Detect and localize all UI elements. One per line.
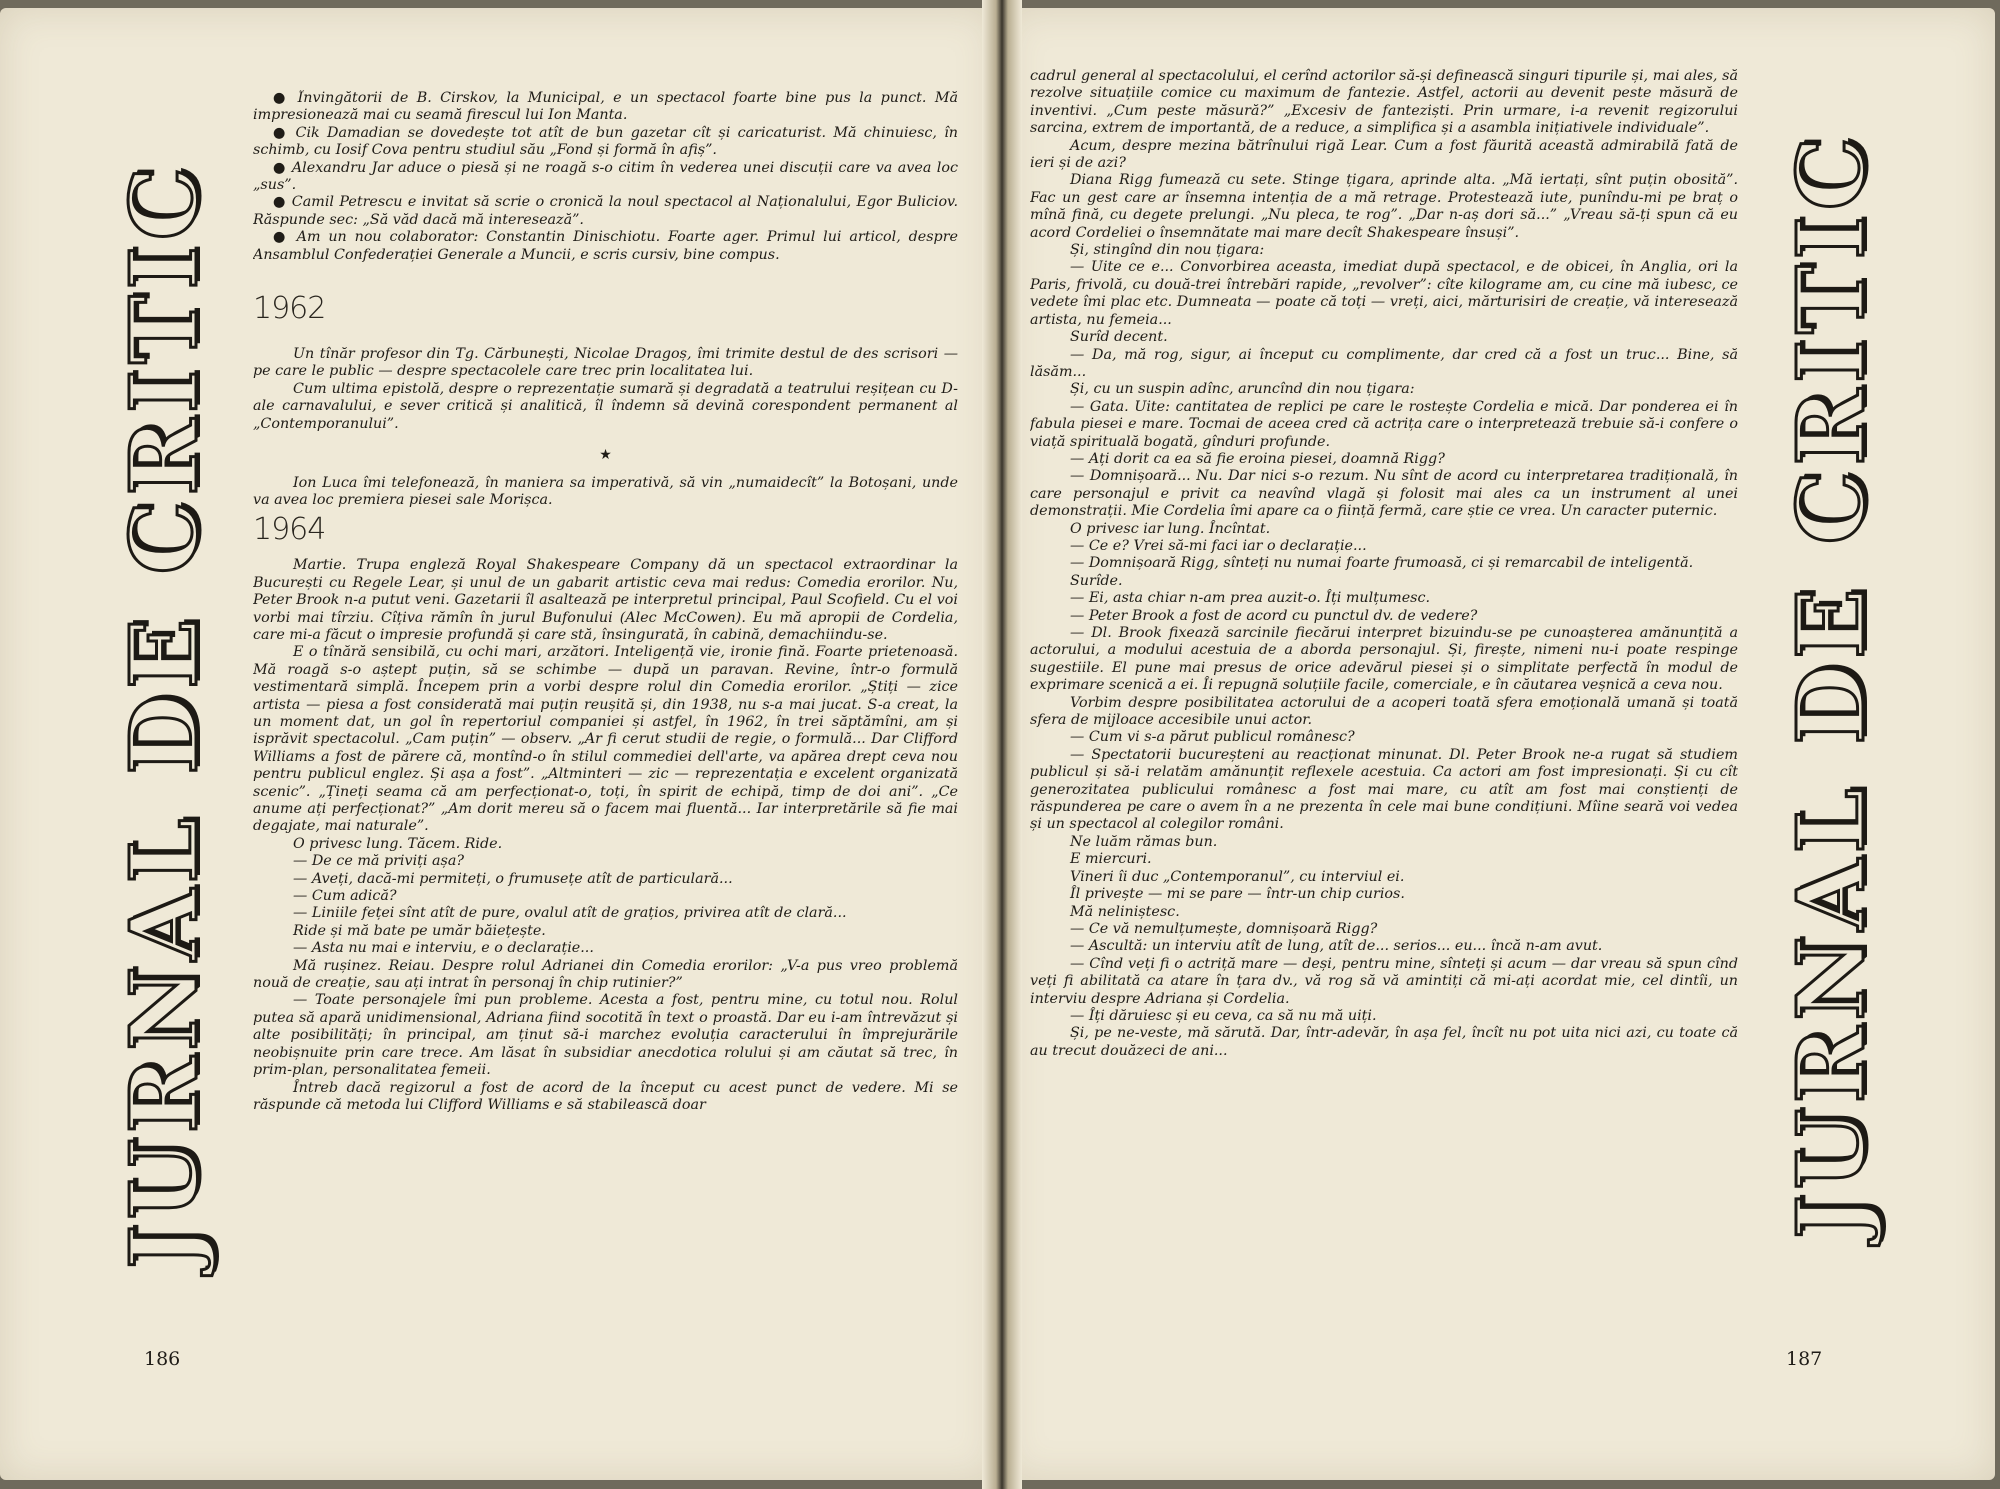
paragraph: Diana Rigg fumează cu sete. Stinge țigara, aprinde alta. „Mă iertați, sînt puțin obosită”. Fac un gest care ar însemna intenția de a mă retrage. Protestează iute, punîndu-mi pe braț o mînă fină, cu degete prelungi. „Nu pleca, te rog”. „Dar n-aș dori să...” „Vreau să-ți spun că eu acord Cordeliei o însemnătate mai mare decît Shakespeare însuși”. bbox=[1030, 172, 1738, 241]
paragraph: — Ei, asta chiar n-am prea auzit-o. Îți mulțumesc. bbox=[1070, 590, 1431, 607]
paragraph: — Da, mă rog, sigur, ai început cu complimente, dar cred că a fost un truc... Bine, să lăsăm... bbox=[1030, 346, 1738, 380]
paragraph: Mă rușinez. Reiau. Despre rolul Adrianei din Comedia erorilor: „V-a pus vreo problemă nouă de creație, sau ați intrat în personaj în chip rutinier?” bbox=[253, 957, 958, 992]
bullet-note: ● Am un nou colaborator: Constantin Dinischiotu. Foarte ager. Primul lui articol, despre Ansamblul Confederației Generale a Muncii, e scris cursiv, bine compus. bbox=[253, 229, 958, 263]
paragraph: — Domnișoară Rigg, sînteți nu numai foarte frumoasă, ci și remarcabil de inteligentă. bbox=[1070, 555, 1694, 572]
year-heading: 1962 bbox=[253, 291, 326, 327]
paragraph: — Ce e? Vrei să-mi faci iar o declarație... bbox=[1070, 537, 1367, 554]
paragraph: Și, pe ne-veste, mă sărută. Dar, într-adevăr, în așa fel, încît nu pot uita nici azi, cu toate că au trecut douăzeci de ani... bbox=[1030, 1025, 1738, 1059]
paragraph: Martie. Trupa engleză Royal Shakespeare Company dă un spectacol extraordinar la București cu Regele Lear, și unul de un gabarit artistic ceva mai redus: Comedia erorilor. Nu, Peter Brook n-a putut veni. Gazetarii îl asaltează pe interpretul principal, Paul Scofield. Cu el voi vorbi mai tîrziu. Cîțiva rămîn în jurul Bufonului (Alec McCowen). Eu mă apropii de Cordelia, care mi-a făcut o impresie profundă și care stă, însingurată, în cabină, demachiindu-se. bbox=[253, 557, 958, 643]
paragraph: O privesc iar lung. Încîntat. bbox=[1070, 520, 1271, 537]
paragraph: — Îți dăruiesc și eu ceva, ca să nu mă uiți. bbox=[1070, 1007, 1377, 1024]
paragraph: — Spectatorii bucureșteni au reacționat minunat. Dl. Peter Brook ne-a rugat să studiem publicul și să-i relatăm amănunțit reflexele acestuia. Ca actori am fost impresionați. Și cu cît generozitatea publicului românesc a fost mai mare, cu atît am fost mai conștienți de răspunderea pe care o avem în a ne prezenta în cele mai bune condițiuni. Mîine seară voi vedea și un spectacol al colegilor români. bbox=[1030, 746, 1738, 833]
right-running-title bbox=[1777, 60, 1885, 1310]
paragraph: Mă neliniștesc. bbox=[1070, 903, 1180, 920]
paragraph: Și, cu un suspin adînc, aruncînd din nou țigara: bbox=[1070, 381, 1415, 398]
paragraph: — Ascultă: un interviu atît de lung, atît de... serios... eu... încă n-am avut. bbox=[1070, 938, 1603, 955]
paragraph: Îl privește — mi se pare — într-un chip curios. bbox=[1070, 886, 1405, 903]
paragraph: Surîd decent. bbox=[1070, 329, 1168, 346]
left-running-title bbox=[110, 90, 218, 1340]
paragraph: O privesc lung. Tăcem. Ride. bbox=[293, 835, 503, 852]
paragraph: Și, stingînd din nou țigara: bbox=[1070, 242, 1265, 259]
paragraph: cadrul general al spectacolului, el cerînd actorilor să-și definească singuri tipurile și, mai ales, să rezolve situațiile comice cu maximum de fantezie. Astfel, actorii au devenit peste măsură de inventivi. „Cum peste măsură?” „Excesiv de fanteziști. Prin urmare, i-a revenit regizorului sarcina, extrem de importantă, de a reduce, a simplifica și a asambla inițiativele individuale”. bbox=[1030, 68, 1738, 137]
paragraph: — Ați dorit ca ea să fie eroina piesei, doamnă Rigg? bbox=[1070, 450, 1445, 467]
page-number-right: 187 bbox=[1786, 1348, 1823, 1370]
book-gutter bbox=[982, 0, 1022, 1489]
paragraph: E miercuri. bbox=[1070, 851, 1152, 868]
bullet-note: ● Alexandru Jar aduce o piesă și ne roagă s-o citim în vederea unei discuții care va avea loc „sus”. bbox=[253, 159, 958, 194]
paragraph: — Cum adică? bbox=[293, 888, 397, 905]
paragraph: — Cînd veți fi o actriță mare — deși, pentru mine, sînteți și acum — dar vreau să spun cînd veți fi abilitată ca atare în țara dv., vă rog să vă amintiți că mi-ați acordat mie, cel dintîi, un interviu despre Adriana și Cordelia. bbox=[1030, 955, 1738, 1007]
paragraph: — Dl. Brook fixează sarcinile fiecărui interpret bizuindu-se pe cunoașterea amănunțită a actorului, a modului acestuia de a aborda personajul. Și, firește, nimeni nu-i poate respinge sugestiile. El pune mai presus de orice adevărul piesei și o simplitate perfectă în modul de exprimare scenică a ei. Îi repugnă soluțiile facile, comerciale, e în căutarea veșnică a ceva nou. bbox=[1030, 625, 1738, 694]
paragraph: — Cum vi s-a părut publicul românesc? bbox=[1070, 729, 1355, 746]
paragraph: Ion Luca îmi telefonează, în maniera sa imperativă, să vin „numaidecît” la Botoșani, unde va avea loc premiera piesei sale Morișca. bbox=[253, 474, 958, 508]
paragraph: — Gata. Uite: cantitatea de replici pe care le rostește Cordelia e mică. Dar ponderea ei în fabula piesei e mare. Tocmai de aceea cred că actrița care o interpretează trebuie să-i confere o viață spirituală bogată, gînduri profunde. bbox=[1030, 398, 1738, 450]
paragraph: — Asta nu mai e interviu, e o declarație... bbox=[293, 940, 594, 957]
paragraph: — Toate personajele îmi pun probleme. Acesta a fost, pentru mine, cu totul nou. Rolul putea să apară unidimensional, Adriana fiind socotită în text o proastă. Dar eu i-am întrevăzut și alte posibilități; în principal, am ținut să-i marchez evoluția caracterului în împrejurările neobișnuite prin care trece. Am lăsat în subsidiar anecdotica rolului și am căutat să trec, în prim-plan, personalitatea femeii. bbox=[253, 992, 958, 1079]
running-title-text: JURNAL DE CRITIC bbox=[110, 161, 218, 1269]
paragraph: — Uite ce e... Convorbirea aceasta, imediat după spectacol, e de obicei, în Anglia, ori la Paris, frivolă, cu două-trei întrebări rapide, „revolver”: cîte kilograme am, cu cine mă iubesc, ce vedete îmi plac etc. Dumneata — poate că toți — vreți, aici, mărturisiri de creație, vă interesează artista, nu femeia... bbox=[1030, 259, 1738, 328]
paragraph: Vineri îi duc „Contemporanul”, cu interviul ei. bbox=[1070, 868, 1405, 885]
paragraph: Ride și mă bate pe umăr băiețește. bbox=[293, 922, 546, 939]
paragraph: — Liniile feței sînt atît de pure, ovalul atît de grațios, privirea atît de clară... bbox=[293, 905, 847, 922]
paragraph: — Peter Brook a fost de acord cu punctul dv. de vedere? bbox=[1070, 607, 1478, 624]
right-text-column bbox=[1030, 68, 1738, 1358]
left-text-column bbox=[253, 90, 958, 1330]
paragraph: — Domnișoară... Nu. Dar nici s-o rezum. Nu sînt de acord cu interpretarea tradițională, în care personajul e privit ca neavînd vlagă și folosit mai ales ca un instrument al unei demonstrații. Mie Cordelia îmi apare ca o ființă fermă, care știe ce vrea. Un caracter puternic. bbox=[1030, 468, 1738, 520]
paragraph: — Ce vă nemulțumește, domnișoară Rigg? bbox=[1070, 920, 1378, 937]
year-heading: 1964 bbox=[253, 512, 326, 548]
paragraph: Acum, despre mezina bătrînului rigă Lear. Cum a fost făurită această admirabilă fată de ieri și de azi? bbox=[1030, 137, 1738, 172]
paragraph: Cum ultima epistolă, despre o reprezentație sumară și degradată a teatrului reșițean cu D-ale carnavalului, e sever critică și analitică, îl îndemn să devină corespondent permanent al „Contemporanului”. bbox=[253, 380, 958, 432]
paragraph: — Aveți, dacă-mi permiteți, o frumusețe atît de particulară... bbox=[293, 870, 733, 887]
paragraph: — De ce mă priviți așa? bbox=[293, 853, 465, 870]
bullet-note: ● Cik Damadian se dovedește tot atît de bun gazetar cît și caricaturist. Mă chinuiesc, în schimb, cu Iosif Cova pentru studiul său „Fond și formă în afiș”. bbox=[253, 124, 958, 159]
page-number-left: 186 bbox=[144, 1348, 181, 1370]
paragraph: Surîde. bbox=[1070, 572, 1123, 589]
paragraph: Ne luăm rămas bun. bbox=[1070, 833, 1218, 850]
section-separator: ★ bbox=[599, 447, 612, 464]
paragraph: E o tînără sensibilă, cu ochi mari, arzători. Inteligență vie, ironie fină. Foarte prietenoasă. Mă roagă s-o aștept puțin, să se schimbe — după un paravan. Revine, într-o formulă vestimentară simplă. Începem prin a vorbi despre rolul din Comedia erorilor. „Știți — zice artista — piesa a fost considerată mai puțin reușită și, din 1938, nu s-a mai jucat. S-a creat, la un moment dat, un gol în repertoriul companiei și astfel, în 1962, în trei săptămîni, am și isprăvit spectacolul. „Cam puțin” — observ. „Ar fi cerut studii de regie, o formulă... Dar Clifford Williams a fost de părere că, montînd-o în stilul commediei dell'arte, va apărea drept ceva nou pentru publicul englez. Și așa a fost”. „Altminteri — zic — reprezentația e excelent organizată scenic”. „Țineți seama că am perfecționat-o, toți, în spirit de echipă, timp de doi ani”. „Ce anume ați perfecționat?” „Am dorit mereu să o facem mai fluentă... Iar interpretările să fie mai degajate, mai naturale”. bbox=[253, 644, 958, 835]
bullet-note: ● Camil Petrescu e invitat să scrie o cronică la noul spectacol al Naționalului, Egor Buliciov. Răspunde sec: „Să văd dacă mă interesează”. bbox=[253, 194, 958, 228]
running-title-text: JURNAL DE CRITIC bbox=[1777, 131, 1885, 1239]
bullet-note: ● Învingătorii de B. Cirskov, la Municipal, e un spectacol foarte bine pus la punct. Mă impresionează mai cu seamă firescul lui Ion Manta. bbox=[253, 90, 958, 124]
paragraph: Întreb dacă regizorul a fost de acord de la început cu acest punct de vedere. Mi se răspunde că metoda lui Clifford Williams e să stabilească doar bbox=[253, 1079, 958, 1113]
paragraph: Un tînăr profesor din Tg. Cărbunești, Nicolae Dragoș, îmi trimite destul de des scrisori — pe care le public — despre spectacolele care trec prin localitatea lui. bbox=[253, 346, 958, 380]
paragraph: Vorbim despre posibilitatea actorului de a acoperi toată sfera emoțională umană și toată sfera de mijloace accesibile unui actor. bbox=[1030, 694, 1738, 729]
